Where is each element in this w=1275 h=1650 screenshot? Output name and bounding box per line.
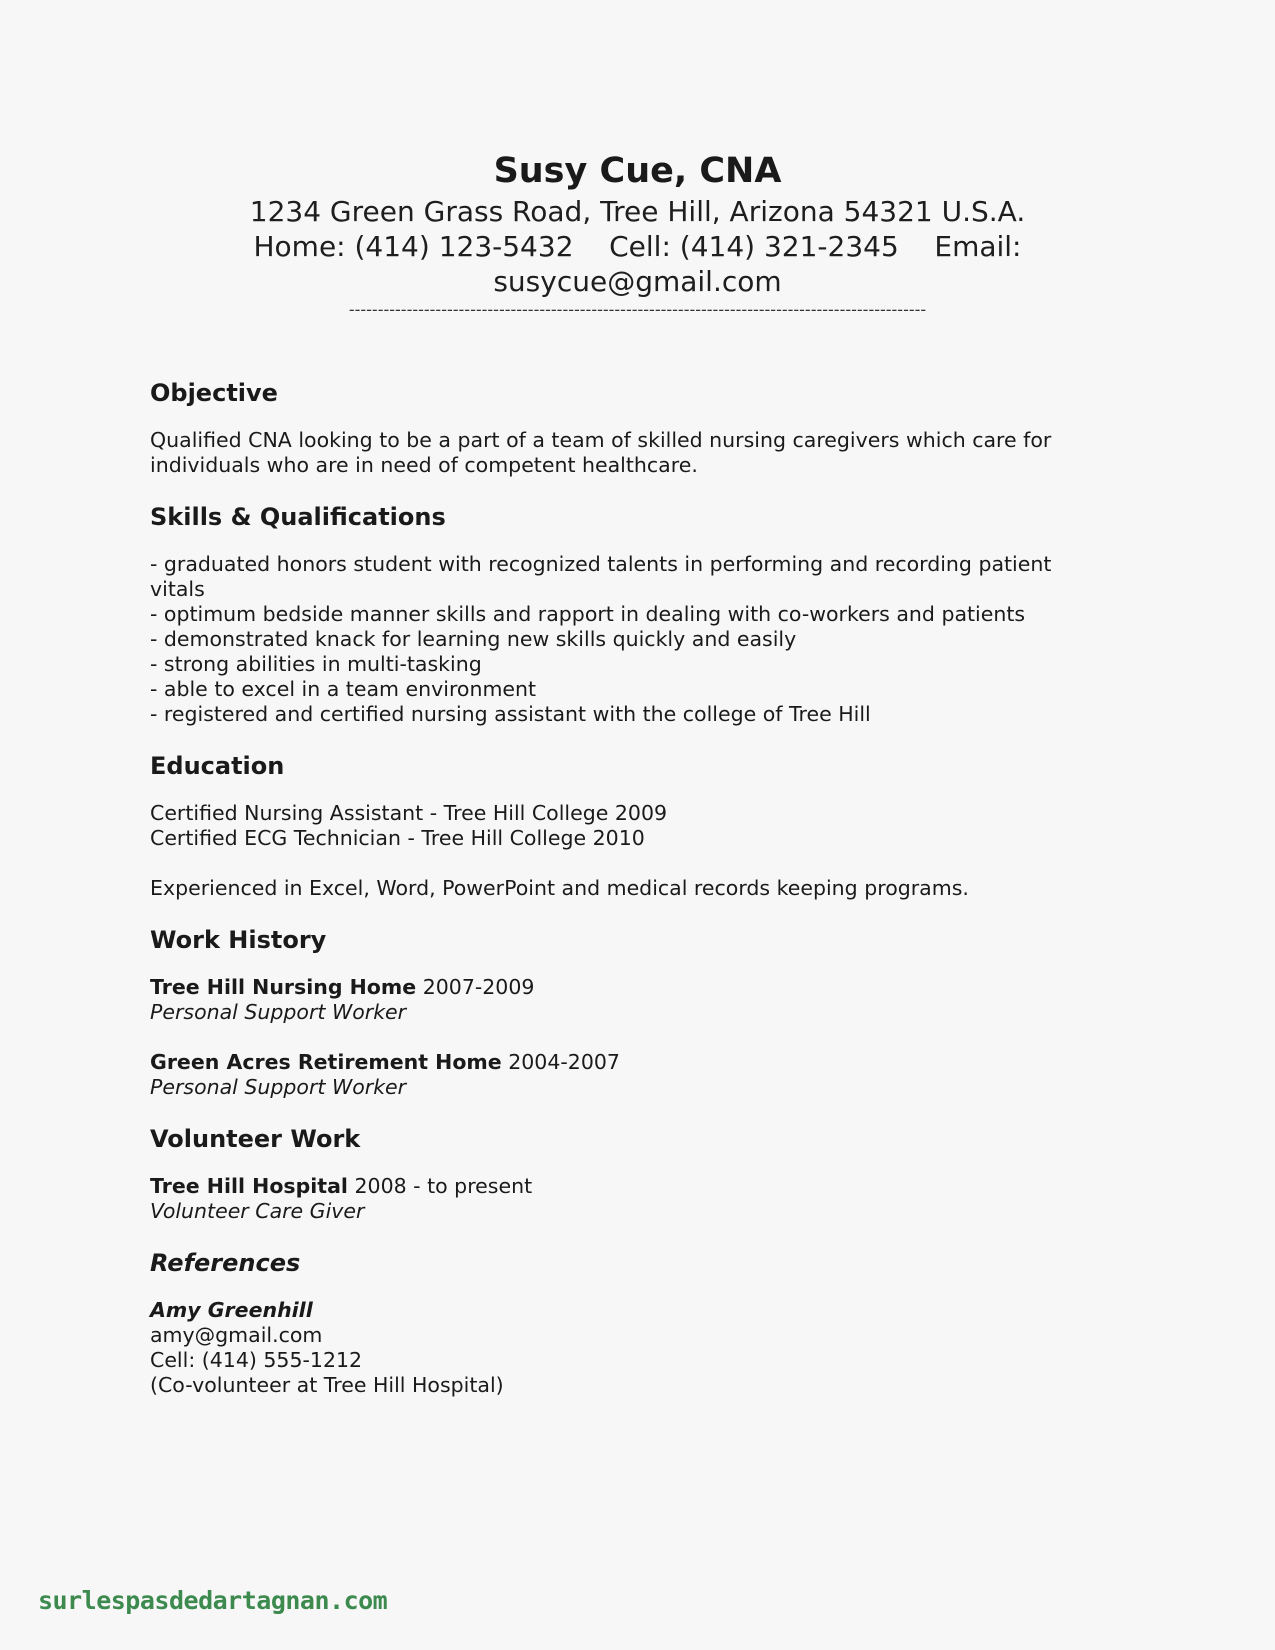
volunteer-title-line: [150, 1174, 1130, 1199]
objective-section: [150, 378, 1130, 478]
email-line: susycue@gmail.com: [493, 265, 782, 298]
phone-line: Home: (414) 123-5432 Cell: (414) 321-2345 Email:: [253, 230, 1022, 263]
job-title-line: [150, 975, 1130, 1000]
volunteer-employer: Tree Hill Hospital: [150, 1174, 348, 1198]
reference-email: amy@gmail.com: [150, 1323, 323, 1347]
objective-heading: Objective: [150, 379, 278, 407]
site-watermark: surlespasdedartagnan.com: [38, 1586, 388, 1615]
volunteer-years: 2008 - to present: [347, 1174, 533, 1198]
work-history-section: [150, 925, 1130, 1100]
volunteer-role: Volunteer Care Giver: [150, 1199, 365, 1223]
education-extra: Experienced in Excel, Word, PowerPoint and medical records keeping programs.: [150, 876, 969, 900]
job-employer: Tree Hill Nursing Home: [150, 975, 417, 999]
skills-section: [150, 502, 1130, 727]
skill-item: - registered and certified nursing assistant with the college of Tree Hill: [150, 702, 871, 726]
volunteer-section: [150, 1124, 1130, 1224]
skill-item: vitals: [150, 577, 205, 601]
job-employer: Green Acres Retirement Home: [150, 1050, 502, 1074]
education-item: Certified ECG Technician - Tree Hill College 2010: [150, 826, 645, 850]
job-title-line: [150, 1050, 1130, 1075]
skills-heading: Skills & Qualifications: [150, 503, 446, 531]
header-divider: ----------------------------------------------------------------------------------------------------: [348, 301, 927, 319]
resume-body: [150, 378, 1130, 1422]
objective-line: Qualified CNA looking to be a part of a team of skilled nursing caregivers which care for: [150, 428, 1052, 452]
education-section: [150, 751, 1130, 901]
volunteer-heading: Volunteer Work: [150, 1125, 361, 1153]
references-section: [150, 1248, 1130, 1398]
job-role: Personal Support Worker: [150, 1075, 407, 1099]
reference-note: (Co-volunteer at Tree Hill Hospital): [150, 1373, 504, 1397]
skill-item: - strong abilities in multi-tasking: [150, 652, 482, 676]
education-heading: Education: [150, 752, 285, 780]
work-history-heading: Work History: [150, 926, 327, 954]
skill-item: - graduated honors student with recognized talents in performing and recording patient: [150, 552, 1052, 576]
skill-item: - demonstrated knack for learning new skills quickly and easily: [150, 627, 797, 651]
job-years: 2004-2007: [501, 1050, 620, 1074]
resume-header: [0, 148, 1275, 319]
education-item: Certified Nursing Assistant - Tree Hill College 2009: [150, 801, 668, 825]
reference-cell: Cell: (414) 555-1212: [150, 1348, 363, 1372]
references-heading: References: [150, 1249, 301, 1277]
candidate-name: Susy Cue, CNA: [493, 151, 782, 191]
objective-line: individuals who are in need of competent healthcare.: [150, 453, 698, 477]
job-years: 2007-2009: [416, 975, 535, 999]
address-line: 1234 Green Grass Road, Tree Hill, Arizona 54321 U.S.A.: [249, 195, 1026, 228]
skill-item: - optimum bedside manner skills and rapport in dealing with co-workers and patients: [150, 602, 1026, 626]
job-role: Personal Support Worker: [150, 1000, 407, 1024]
skill-item: - able to excel in a team environment: [150, 677, 537, 701]
reference-name: Amy Greenhill: [150, 1298, 313, 1322]
